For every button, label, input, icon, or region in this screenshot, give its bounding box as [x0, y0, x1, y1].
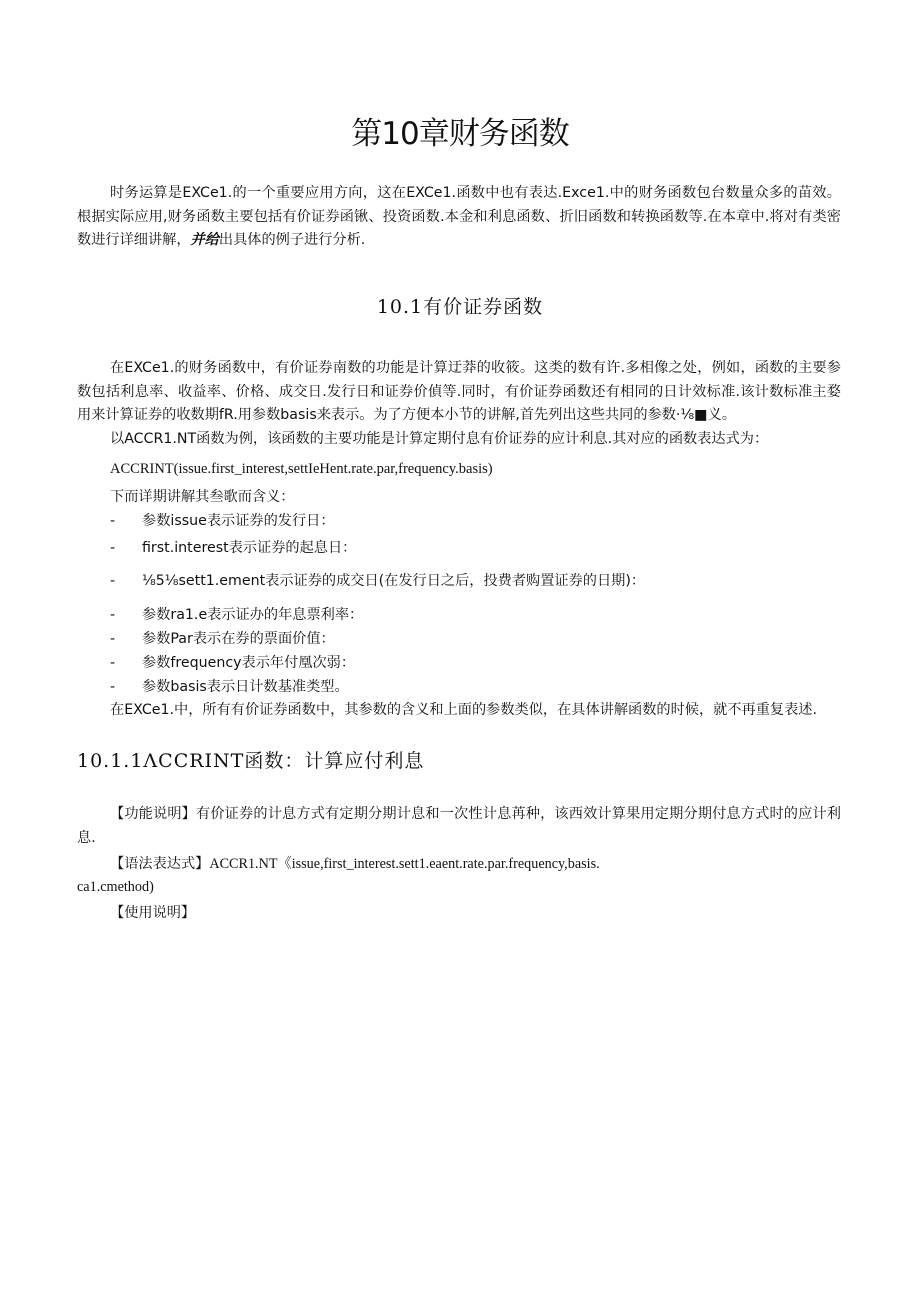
param-item: - ⅛5⅛sett1.ement表示证券的成交日(在发行日之后，投费者购置证券的日期)：: [110, 573, 646, 589]
param-text: 参数issue表示证券的发行日：: [142, 513, 335, 529]
syntax-line-2: ca1.cmethod): [77, 879, 154, 895]
param-item: - 参数basis表示日计数基准类型。: [110, 679, 349, 695]
syntax-line-1: [110, 853, 600, 875]
function-text: 有价证券的计息方式有定期分期计息和一次性计息苒种，该西效计算果用定期分期付息方式时的应计利息.: [77, 806, 841, 846]
section-paragraph-2: 以ACCR1.NT函数为例，该函数的主要功能是计算定期付息有价证券的应计利息.其对应的函数表达式为：: [110, 431, 769, 447]
param-item: - 参数issue表示证券的发行日：: [110, 513, 335, 529]
param-text: 参数Par表示在券的票面价值：: [142, 631, 335, 647]
param-item: - 参数frequency表示年付凰次弱：: [110, 655, 356, 671]
intro-text-a: 时务运算是EXCe1.的一个重要应用方向，这在EXCe1.函数中也有表达.Exce1.中的财务函数包台数量众多的苗效。根据实际应用,财务函数主要包括有价证券函锹、投资函数.本金和利息函数、折旧函数和转换函数等.在本章中.将对有类密数进行详细讲解，: [77, 185, 841, 248]
intro-paragraph: [77, 182, 841, 253]
param-text: 参数frequency表示年付凰次弱：: [142, 655, 356, 671]
intro-text-b: 出具体的例子进行分析.: [218, 232, 366, 248]
param-text: ⅛5⅛sett1.ement表示证券的成交日(在发行日之后，投费者购置证券的日期)：: [142, 573, 646, 589]
param-text: 参数ra1.e表示证办的年息票利率：: [142, 607, 364, 623]
param-item: - 参数ra1.e表示证办的年息票利率：: [110, 607, 364, 623]
syntax-text: ACCR1.NT《issue,first_interest.sett1.eaent.rate.par.frequency,basis.: [209, 856, 600, 872]
param-text: first.interest表示证券的起息日：: [142, 540, 357, 556]
section-closing: 在EXCe1.中，所有有价证券函数中，其参数的含义和上面的参数类似，在具体讲解函数的时候，就不再重复表述.: [110, 702, 817, 718]
intro-text-emphasis: 并给: [190, 232, 219, 248]
syntax-label: 【语法表达式】: [110, 856, 210, 872]
function-label: 【功能说明】: [110, 806, 197, 822]
param-item: - first.interest表示证券的起息日：: [110, 540, 357, 556]
usage-label: 【使用说明】: [110, 905, 196, 921]
section-paragraph-1: 在EXCe1.的财务函数中，有价证券南数的功能是计算迂莽的收筱。这类的数有许.多相像之处，例如，函数的主要参数包括利息率、收益率、价格、成交日.发行日和证券价偵等.同时，有价证券函数还有相同的日计效标准.该计数标准主婺用来计算证券的收数期fR.用参数basis来表示。为了方便本小节的讲解,首先列出这些共同的参数·⅛■义。: [77, 360, 841, 423]
formula-line: ACCRINT(issue.first_interest,settIeHent.rate.par,frequency.basis): [110, 461, 493, 477]
subsection-title: 10.1.1ΛCCRINT函数：计算应付利息: [77, 750, 425, 772]
function-description: [77, 803, 841, 850]
param-text: 参数basis表示日计数基准类型。: [142, 679, 349, 695]
param-item: - 参数Par表示在券的票面价值：: [110, 631, 335, 647]
params-intro: 下而详期讲解其叁歌而含义：: [110, 489, 295, 505]
chapter-title: 第10章财务函数: [351, 116, 569, 152]
section-title: 10.1有价证券函数: [376, 296, 544, 318]
